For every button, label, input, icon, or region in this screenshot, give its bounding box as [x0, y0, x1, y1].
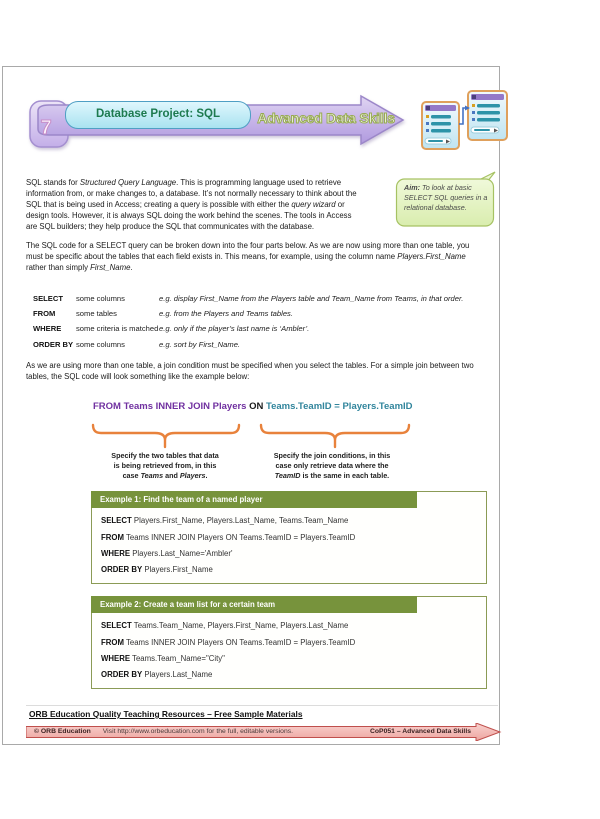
para2-run: rather than simply: [26, 262, 91, 272]
right-brace: [261, 425, 409, 447]
join-on-keyword: ON: [249, 401, 266, 412]
sql-line: [101, 670, 212, 679]
para2-run: .: [130, 262, 133, 272]
sql-line: [101, 549, 232, 558]
series-title: Advanced Data Skills: [257, 110, 395, 126]
callout-run-italic: Teams: [140, 471, 164, 481]
para2-run: must be specific about the tables that each field exists in. This means, for example, using the column name: [26, 251, 398, 261]
clause-example: e.g. sort by First_Name.: [159, 339, 241, 349]
left-brace: [93, 425, 239, 447]
clause-row-from: [33, 309, 491, 324]
sql-keyword: ORDER BY: [101, 670, 143, 679]
intro-run: or: [335, 199, 345, 209]
table-relationship-icon: [418, 86, 512, 154]
sql-keyword: FROM: [101, 533, 124, 542]
left-table-card-icon: [422, 102, 459, 149]
intro-run: . This is programming language used to retrieve: [176, 178, 342, 187]
para2-run-italic: Players.First_Name: [397, 251, 466, 261]
clause-description: some columns: [76, 294, 125, 303]
example1-header: Example 1: Find the team of a named player: [91, 491, 417, 508]
aim-body: To look at basic SELECT SQL queries in a relational database.: [404, 183, 488, 212]
aim-text: [404, 183, 490, 212]
copyright-text: © ORB Education: [34, 728, 91, 735]
sql-rest: Teams.Team_Name="City": [130, 654, 225, 663]
join-condition-paragraph: [26, 361, 492, 383]
clause-row-select: [33, 294, 491, 309]
sql-keyword: FROM: [101, 638, 124, 647]
aim-label: Aim:: [404, 183, 420, 192]
sql-line: [101, 516, 348, 525]
intro-run: SQL that is being used in Access; creating a query is possible with either the: [26, 199, 292, 209]
sql-line: [101, 638, 355, 647]
intro-run: SQL stands for: [26, 178, 80, 187]
sql-rest: Players.First_Name, Players.Last_Name, Teams.Team_Name: [131, 516, 349, 525]
intro-run: design tools. However, it is always SQL doing the work behind the scenes. The tools in Access: [26, 210, 352, 220]
callout-line: is the same in each table.: [300, 471, 390, 481]
callout-line: .: [205, 471, 208, 481]
join-sql-statement: [93, 401, 499, 412]
sql-rest: Players.Last_Name: [142, 670, 213, 679]
clause-example: e.g. only if the player’s last name is ‘Ambler’.: [159, 324, 310, 334]
footer-divider: [26, 705, 498, 706]
join-brace-annotations: [91, 423, 413, 451]
sql-rest: Teams INNER JOIN Players ON Teams.TeamID = Players.TeamID: [123, 638, 356, 647]
sql-keyword: ORDER BY: [101, 565, 143, 574]
intro-run-italic: Structured Query Language: [79, 178, 177, 187]
clause-description: some columns: [76, 339, 125, 349]
clause-example: e.g. display First_Name from the Players table and Team_Name from Teams, in that order.: [159, 294, 464, 303]
sql-rest: Teams INNER JOIN Players ON Teams.TeamID = Players.TeamID: [123, 533, 356, 542]
sql-keyword: SELECT: [101, 621, 132, 630]
chapter-number: 7: [40, 117, 52, 139]
sql-rest: Players.First_Name: [142, 565, 213, 574]
footer-heading: ORB Education Quality Teaching Resources – Free Sample Materials: [29, 709, 303, 719]
sql-keyword: SELECT: [101, 516, 132, 525]
sql-line: [101, 565, 213, 574]
sql-keyword: WHERE: [101, 549, 131, 558]
clause-row-where: [33, 324, 491, 339]
sql-line: [101, 654, 225, 663]
footer-document-code: CoP051 – Advanced Data Skills: [370, 728, 471, 735]
clause-description: some criteria is matched: [76, 324, 159, 334]
right-table-card-icon: [468, 91, 507, 140]
callout-run-italic: Players: [179, 471, 206, 481]
intro-run: are SQL builders; they help produce the SQL that communicates with the database.: [26, 221, 315, 231]
sql-rest: Teams.Team_Name, Players.First_Name, Players.Last_Name: [131, 621, 349, 630]
callout-line: case: [122, 471, 141, 481]
sql-keyword: WHERE: [101, 654, 131, 663]
example1-card: [91, 491, 487, 584]
para2-run: The SQL code for a SELECT query can be broken down into the four parts below. As we are now using more than one table, you: [26, 241, 470, 250]
clause-keyword: ORDER BY: [33, 339, 74, 349]
callout-line: and: [163, 471, 180, 481]
sql-rest: Players.Last_Name='Ambler': [130, 549, 233, 558]
footer-copyright-line: [34, 725, 293, 739]
clause-keyword: FROM: [33, 309, 56, 319]
select-breakdown-paragraph: [26, 241, 492, 274]
tables-callout: [89, 451, 241, 482]
para2-run-italic: First_Name: [90, 262, 131, 272]
example2-header: Example 2: Create a team list for a certain team: [91, 596, 417, 613]
intro-run-italic: query wizard: [291, 199, 336, 209]
callout-line: Specify the two tables that data: [111, 451, 219, 460]
join-from-clause: FROM Teams INNER JOIN Players: [93, 401, 250, 412]
visit-url-text[interactable]: Visit http://www.orbeducation.com for the full, editable versions.: [102, 728, 294, 735]
clause-keyword: WHERE: [33, 324, 62, 334]
clause-row-orderby: [33, 340, 491, 355]
sql-line: [101, 621, 348, 630]
clause-example: e.g. from the Players and Teams tables.: [159, 309, 293, 319]
para3-run: As we are using more than one table, a join condition must be specified when you select the tables. For a simple join between two: [26, 361, 474, 370]
callout-line: is being retrieved from, in this: [113, 461, 217, 471]
para3-run: tables, the SQL code will look something like the example below:: [26, 371, 250, 381]
join-conditions-callout: [252, 451, 412, 482]
example2-card: [91, 596, 487, 689]
clause-keyword: SELECT: [33, 294, 63, 303]
join-condition: Teams.TeamID = Players.TeamID: [266, 401, 413, 412]
intro-run: information from, or make changes to, a database. It’s not normally necessary to think about the: [26, 188, 357, 198]
intro-paragraph: [26, 178, 394, 233]
callout-run-italic: TeamID: [274, 471, 301, 481]
sql-line: [101, 533, 355, 542]
page-title: Database Project: SQL: [65, 101, 251, 129]
callout-line: case only retrieve data where the: [275, 461, 389, 471]
callout-line: Specify the join conditions, in this: [273, 451, 391, 460]
worksheet-page: [2, 66, 500, 745]
clause-description: some tables: [76, 309, 117, 319]
sql-clause-table: [33, 291, 491, 355]
